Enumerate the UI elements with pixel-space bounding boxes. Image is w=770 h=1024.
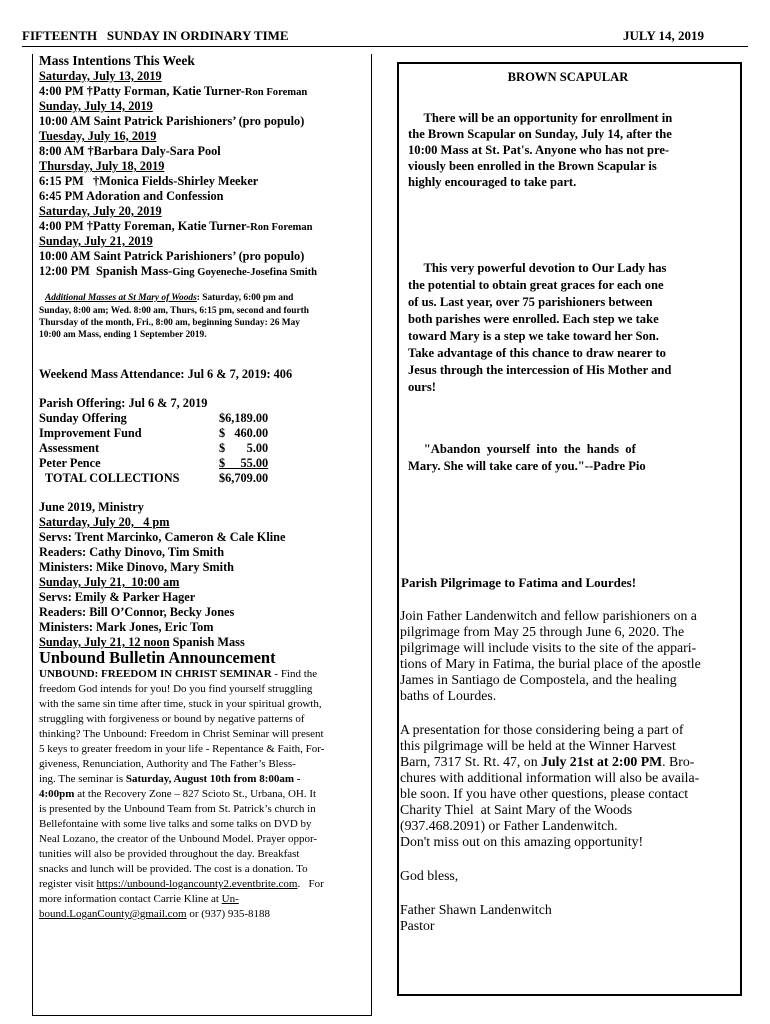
pilgrimage-line: (937.468.2091) or Father Landenwitch. <box>400 818 618 833</box>
scapular-line: the Brown Scapular on Sunday, July 14, after the <box>408 127 672 141</box>
scapular-line: of us. Last year, over 75 parishioners between <box>408 295 653 309</box>
ministry-ministers-1: Ministers: Mike Dinovo, Mary Smith <box>39 560 235 574</box>
intention-3: 8:00 AM †Barbara Daly-Sara Pool <box>39 144 221 158</box>
scapular-line: There will be an opportunity for enrollment in <box>408 111 673 125</box>
scapular-line: toward Mary is a step we take toward her Son. <box>408 329 659 343</box>
scapular-line: highly encouraged to take part. <box>408 175 577 189</box>
pilgrimage-line: this pilgrimage will be held at the Winner Harvest <box>400 738 676 753</box>
pilgrimage-line: pilgrimage will include visits to the site of the appari- <box>400 640 697 655</box>
ministry-servers-2: Servs: Emily & Parker Hager <box>39 590 196 604</box>
pilgrimage-line: chures with additional information will also be availa- <box>400 770 700 785</box>
pilgrimage-line: ble soon. If you have other questions, please contact <box>400 786 689 801</box>
pilgrimage-title: Parish Pilgrimage to Fatima and Lourdes! <box>401 575 637 590</box>
intention-2: 10:00 AM Saint Patrick Parishioners’ (pro populo) <box>39 114 305 128</box>
padre-pio-quote-2: Mary. She will take care of you."--Padre Pio <box>408 459 646 473</box>
unbound-line: giveness, Renunciation, Authority and The Father’s Bless- <box>39 758 296 770</box>
pilgrimage-line: tions of Mary in Fatima, the burial place of the apostle <box>400 656 701 671</box>
unbound-line: UNBOUND: FREEDOM IN CHRIST SEMINAR - Find the <box>39 668 318 680</box>
page-header <box>22 28 712 44</box>
scapular-line: Take advantage of this chance to draw nearer to <box>408 346 666 360</box>
scapular-line: This very powerful devotion to Our Lady has <box>408 261 667 275</box>
intention-1: 4:00 PM †Patty Forman, Katie Turner-Ron Foreman <box>39 84 308 98</box>
intention-4: 6:15 PM †Monica Fields-Shirley Meeker <box>39 174 259 188</box>
scapular-line: Jesus through the intercession of His Mother and <box>408 363 672 377</box>
scapular-line: ours! <box>408 380 436 394</box>
offering-total-row: TOTAL COLLECTIONS $6,709.00 <box>39 471 269 485</box>
pilgrimage-line: Don't miss out on this amazing opportunity! <box>400 834 644 849</box>
offering-title: Parish Offering: Jul 6 & 7, 2019 <box>39 396 208 410</box>
unbound-line: thinking? The Unbound: Freedom in Christ Seminar will present <box>39 728 324 740</box>
mass-attendance: Weekend Mass Attendance: Jul 6 & 7, 2019: 406 <box>39 367 293 381</box>
unbound-line: is presented by the Unbound Team from St. Patrick’s church in <box>39 803 316 815</box>
additional-masses-line-1: Additional Masses at St Mary of Woods: Saturday, 6:00 pm and <box>45 293 294 303</box>
unbound-line: snacks and lunch will be provided. The cost is a donation. To <box>39 863 308 875</box>
scapular-line: both parishes were enrolled. Each step we take <box>408 312 659 326</box>
intentions-date-4: Thursday, July 18, 2019 <box>39 159 165 173</box>
ministry-servers-1: Servs: Trent Marcinko, Cameron & Cale Kline <box>39 530 286 544</box>
ministry-readers-1: Readers: Cathy Dinovo, Tim Smith <box>39 545 225 559</box>
unbound-title: Unbound Bulletin Announcement <box>39 648 276 667</box>
additional-masses-line-2: Sunday, 8:00 am; Wed. 8:00 am, Thurs, 6:15 pm, second and fourth <box>39 306 310 316</box>
unbound-line: Bellefontaine with some live talks and some talks on DVD by <box>39 818 312 830</box>
intentions-date-6: Sunday, July 21, 2019 <box>39 234 153 248</box>
unbound-line: 4:00pm at the Recovery Zone – 827 Scioto St., Urbana, OH. It <box>39 788 317 800</box>
intentions-title: Mass Intentions This Week <box>39 53 195 68</box>
unbound-line: ing. The seminar is Saturday, August 10th from 8:00am - <box>39 773 301 785</box>
offering-row: Improvement Fund $ 460.00 <box>39 426 269 440</box>
scapular-line: 10:00 Mass at St. Pat's. Anyone who has not pre- <box>408 143 670 157</box>
email-link-part-2[interactable]: bound.LoganCounty@gmail.com <box>39 908 187 920</box>
signature-name: Father Shawn Landenwitch <box>400 902 552 917</box>
unbound-register-line: register visit https://unbound-logancounty2.eventbrite.com. For <box>39 878 324 890</box>
unbound-line: Neal Lozano, the creator of the Unbound Model. Prayer oppor- <box>39 833 318 845</box>
intentions-date-2: Sunday, July 14, 2019 <box>39 99 153 113</box>
unbound-line: tunities will also be provided throughout the day. Breakfast <box>39 848 300 860</box>
ministry-ministers-2: Ministers: Mark Jones, Eric Tom <box>39 620 214 634</box>
closing-greeting: God bless, <box>400 868 459 883</box>
ministry-title: June 2019, Ministry <box>39 500 144 514</box>
bulletin-date: JULY 14, 2019 <box>622 28 704 43</box>
scapular-line: the potential to obtain great graces for each one <box>408 278 664 292</box>
unbound-contact-line-2: bound.LoganCounty@gmail.com or (937) 935-8188 <box>39 908 271 920</box>
signature-title: Pastor <box>400 918 435 933</box>
ministry-readers-2: Readers: Bill O’Connor, Becky Jones <box>39 605 235 619</box>
pilgrimage-line: A presentation for those considering being a part of <box>400 722 684 737</box>
ministry-date-2: Sunday, July 21, 10:00 am <box>39 575 180 589</box>
offering-row: Sunday Offering $6,189.00 <box>39 411 269 425</box>
pilgrimage-line: baths of Lourdes. <box>400 688 497 703</box>
additional-masses-line-3: Thursday of the month, Fri., 8:00 am, beginning Sunday: 26 May <box>39 318 300 328</box>
intentions-date-5: Saturday, July 20, 2019 <box>39 204 162 218</box>
email-link-part-1[interactable]: Un- <box>221 893 239 905</box>
eventbrite-link[interactable]: https://unbound-logancounty2.eventbrite.com <box>96 878 298 890</box>
unbound-line: with the same sin time after time, stuck in your spiritual growth, <box>39 698 322 710</box>
right-column-box <box>397 62 742 996</box>
padre-pio-quote-1: "Abandon yourself into the hands of <box>408 442 636 456</box>
unbound-line: 5 keys to greater freedom in your life - Repentance & Faith, For- <box>39 743 325 755</box>
intentions-date-1: Saturday, July 13, 2019 <box>39 69 162 83</box>
header-rule <box>22 46 748 47</box>
pilgrimage-line: pilgrimage from May 25 through June 6, 2020. The <box>400 624 685 639</box>
ministry-date-1: Saturday, July 20, 4 pm <box>39 515 170 529</box>
scapular-title: BROWN SCAPULAR <box>507 70 629 84</box>
intention-5: 4:00 PM †Patty Foreman, Katie Turner-Ron Foreman <box>39 219 313 233</box>
intention-6b: 12:00 PM Spanish Mass-Ging Goyeneche-Josefina Smith <box>39 264 318 278</box>
pilgrimage-line: James in Santiago de Compostela, and the healing <box>400 672 677 687</box>
bulletin-title: FIFTEENTH SUNDAY IN ORDINARY TIME <box>22 28 289 43</box>
ministry-date-3: Sunday, July 21, 12 noon Spanish Mass <box>39 635 245 649</box>
unbound-line: freedom God intends for you! Do you find yourself struggling <box>39 683 313 695</box>
intention-4b: 6:45 PM Adoration and Confession <box>39 189 224 203</box>
pilgrimage-line: Join Father Landenwitch and fellow parishioners on a <box>400 608 697 623</box>
unbound-line: struggling with forgiveness or bound by negative patterns of <box>39 713 305 725</box>
offering-row: Assessment $ 5.00 <box>39 441 269 455</box>
offering-row: Peter Pence $ 55.00 <box>39 456 269 470</box>
intentions-date-3: Tuesday, July 16, 2019 <box>39 129 157 143</box>
pilgrimage-line: Barn, 7317 St. Rt. 47, on July 21st at 2:00 PM. Bro- <box>400 754 695 769</box>
intention-6: 10:00 AM Saint Patrick Parishioners’ (pro populo) <box>39 249 305 263</box>
pilgrimage-line: Charity Thiel at Saint Mary of the Woods <box>400 802 633 817</box>
additional-masses-line-4: 10:00 am Mass, ending 1 September 2019. <box>39 330 207 340</box>
scapular-line: viously been enrolled in the Brown Scapular is <box>408 159 657 173</box>
unbound-contact-line: more information contact Carrie Kline at Un- <box>39 893 239 905</box>
